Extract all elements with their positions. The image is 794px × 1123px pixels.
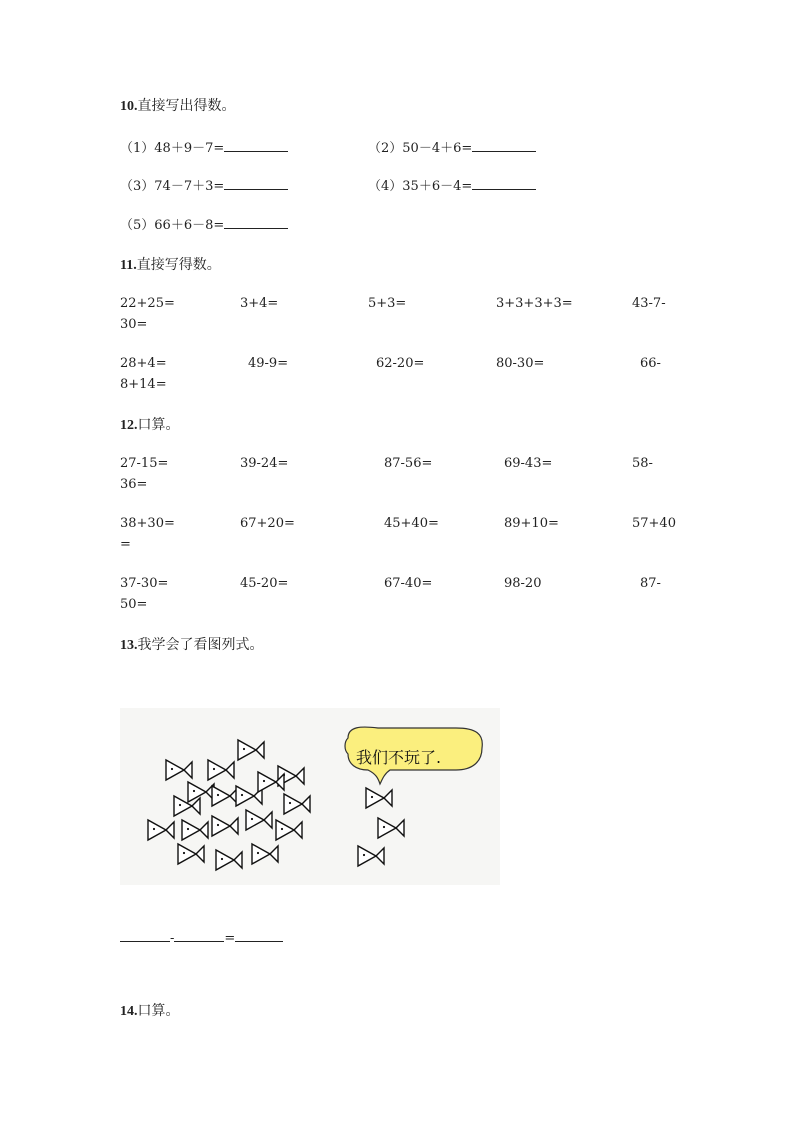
- answer-blank[interactable]: [472, 139, 536, 152]
- q12-expr-wrap: =: [120, 537, 131, 552]
- q11-expr: 66-: [640, 356, 661, 371]
- q11-expr: 3+3+3+3=: [496, 296, 573, 311]
- q12-title: 12.口算。: [120, 417, 180, 433]
- q12-expr: 39-24=: [240, 456, 289, 471]
- answer-blank[interactable]: [174, 929, 224, 942]
- answer-blank[interactable]: [235, 929, 283, 942]
- q10-item-3: （3）74－7＋3=: [120, 177, 288, 195]
- q11-title: 11.直接写得数。: [120, 257, 221, 273]
- q13-title: 13.我学会了看图列式。: [120, 637, 264, 653]
- q12-expr: 98-20: [504, 576, 542, 591]
- q11-expr: 5+3=: [368, 296, 407, 311]
- q12-expr-wrap: 50=: [120, 597, 148, 612]
- q10-title: 10.直接写出得数。: [120, 98, 236, 114]
- q10-item-1: （1）48＋9－7=: [120, 139, 288, 157]
- q13-answer-line: - =: [120, 929, 283, 947]
- answer-blank[interactable]: [224, 216, 288, 229]
- answer-blank[interactable]: [472, 177, 536, 190]
- fish-illustration: [120, 708, 500, 885]
- q11-expr: 62-20=: [376, 356, 425, 371]
- fish-group-large: [148, 740, 310, 870]
- answer-blank[interactable]: [224, 139, 288, 152]
- q12-expr: 67+20=: [240, 516, 295, 531]
- q12-expr: 45+40=: [384, 516, 439, 531]
- answer-blank[interactable]: [120, 929, 170, 942]
- q12-expr-wrap: 36=: [120, 477, 148, 492]
- q12-expr: 89+10=: [504, 516, 559, 531]
- q12-expr: 45-20=: [240, 576, 289, 591]
- q12-expr: 87-56=: [384, 456, 433, 471]
- q11-expr: 49-9=: [248, 356, 289, 371]
- q11-expr: 43-7-: [632, 296, 666, 311]
- q11-expr: 28+4=: [120, 356, 167, 371]
- q12-expr: 87-: [640, 576, 661, 591]
- q10-item-2: （2）50－4＋6=: [368, 139, 536, 157]
- q11-expr: 3+4=: [240, 296, 279, 311]
- q12-expr: 58-: [632, 456, 653, 471]
- q10-item-5: （5）66＋6－8=: [120, 216, 288, 234]
- q12-expr: 38+30=: [120, 516, 175, 531]
- q12-expr: 69-43=: [504, 456, 553, 471]
- q14-title: 14.口算。: [120, 1003, 180, 1019]
- q11-expr: 22+25=: [120, 296, 175, 311]
- fish-picture: [120, 708, 500, 885]
- answer-blank[interactable]: [224, 177, 288, 190]
- q11-expr-wrap: 30=: [120, 317, 148, 332]
- speech-bubble-text: 我们不玩了.: [356, 748, 442, 767]
- q12-expr: 37-30=: [120, 576, 169, 591]
- fish-group-small: [358, 788, 404, 866]
- q10-item-4: （4）35＋6－4=: [368, 177, 536, 195]
- q11-expr-wrap: 8+14=: [120, 377, 167, 392]
- q11-expr: 80-30=: [496, 356, 545, 371]
- q12-expr: 27-15=: [120, 456, 169, 471]
- q12-expr: 57+40: [632, 516, 676, 531]
- q12-expr: 67-40=: [384, 576, 433, 591]
